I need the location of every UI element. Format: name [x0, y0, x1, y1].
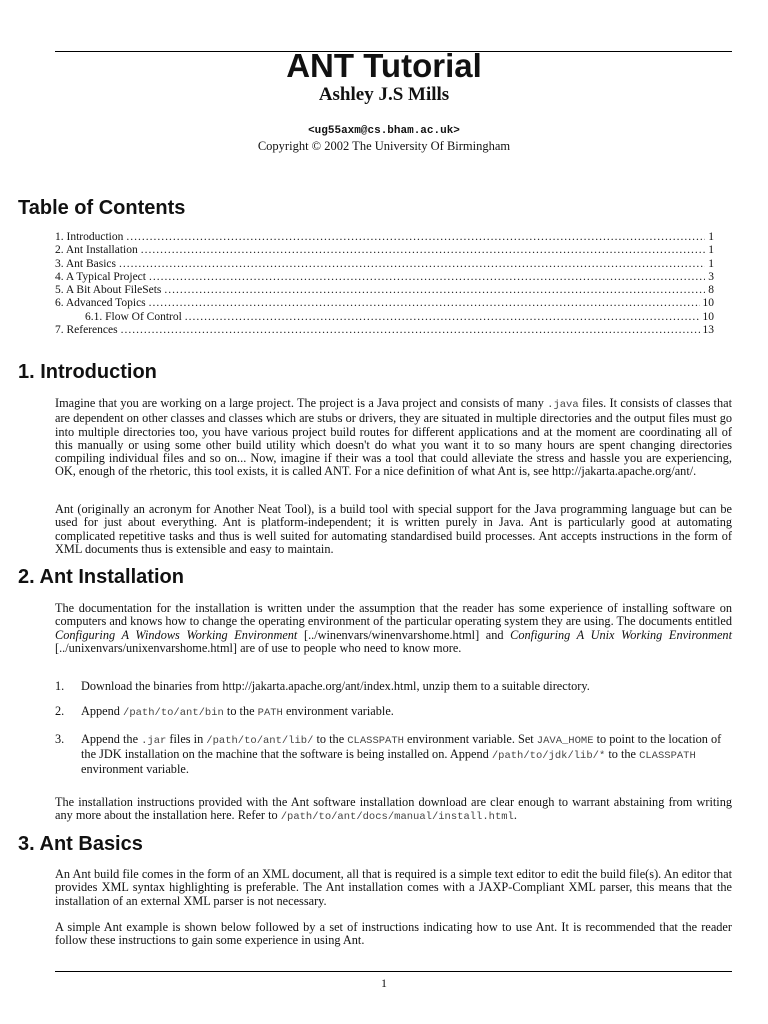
toc-item[interactable]: 2. Ant Installation ..... 1: [55, 244, 714, 257]
document-title: ANT Tutorial: [286, 47, 482, 84]
toc-item[interactable]: 4. A Typical Project ..... 3: [55, 271, 714, 284]
toc-item[interactable]: 3. Ant Basics ..... 1: [55, 258, 714, 271]
section-heading-introduction: 1. Introduction: [18, 361, 157, 383]
author-email: <ug55axm@cs.bham.ac.uk>: [308, 125, 460, 137]
install-paragraph-2: The installation instructions provided with the Ant software installation download are clear enough to warrant abstaining from writing any more about the installation here. Refer to /path/to/ant/docs/manual/install.html.: [55, 795, 732, 824]
toc-item[interactable]: 1. Introduction ..... 1: [55, 231, 714, 244]
intro-paragraph-2: Ant (originally an acronym for Another Neat Tool), is a build tool with special support for the Java programming language but can be used for just about everything. Ant is platform-independent; it is written purely in Java. Ant is particularly good at automating complicated repetitive tasks and thus is well suited for automating standardised build processes. Ant accepts instructions in the form of XML documents thus is extensible and easy to maintain.: [55, 502, 732, 556]
intro-paragraph-1: Imagine that you are working on a large project. The project is a Java project and consists of many .java files. It consists of classes that are dependent on other classes and classes which are stubs or drivers, they are situated in multiple directories and the output files must go into multiple directories too, you have various project build routes for different applications and at the moment are coordinating all of this manually or using some other build utility which doesn't do what you want it to so many hours are spent changing directories compiling individual files and so on... Now, imagine if their was a tool that could alleviate the stress and hassle you are experiencing, OK, enough of the rhetoric, this tool exists, it is called ANT. For a nice definition of what Ant is, see http://jakarta.apache.org/ant/.: [55, 396, 732, 479]
install-steps: [55, 680, 732, 776]
page-number: 1: [381, 976, 387, 990]
install-paragraph-1: The documentation for the installation is written under the assumption that the reader has some experience of installing software on computers and knows how to change the operating environment of the particular operating system they are using. The documents entitled Configuring A Windows Working Environment [../winenvars/winenvarshome.html] and Configuring A Unix Working Environment [../unixenvars/unixenvarshome.html] are of use to people who need to know more.: [55, 601, 732, 655]
copyright-notice: Copyright © 2002 The University Of Birmingham: [257, 139, 511, 153]
list-item: 1. Download the binaries from http://jakarta.apache.org/ant/index.html, unzip them to a suitable directory.: [55, 679, 590, 693]
footer-rule: [55, 971, 732, 972]
section-heading-ant-basics: 3. Ant Basics: [18, 833, 143, 855]
toc-item[interactable]: 5. A Bit About FileSets ..... 8: [55, 284, 714, 297]
toc-heading: Table of Contents: [18, 197, 186, 219]
basics-paragraph-1: An Ant build file comes in the form of an XML document, all that is required is a simple text editor to edit the build file(s). An editor that provides XML syntax highlighting is preferable. The Ant installation comes with a JAXP-Compliant XML parser, this means that the installation of an external XML parser is not necessary.: [55, 867, 732, 908]
document-author: Ashley J.S Mills: [318, 84, 450, 105]
toc-subitem[interactable]: 6.1. Flow Of Control ..... 10: [55, 311, 714, 324]
toc-item[interactable]: 7. References ..... 13: [55, 324, 714, 337]
basics-paragraph-2: A simple Ant example is shown below followed by a set of instructions indicating how to use Ant. It is recommended that the reader follow these instructions to gain some experience in using Ant.: [55, 920, 732, 948]
list-item: 3. Append the .jar files in /path/to/ant/lib/ to the CLASSPATH environment variable. Set JAVA_HOME to point to the location of the JDK installation on the machine that the software is being installed on. Append /path/to/jdk/lib/* to the CLASSPATH environment variable.: [55, 731, 722, 777]
table-of-contents: [55, 231, 714, 337]
list-item: 2. Append /path/to/ant/bin to the PATH environment variable.: [55, 704, 394, 720]
toc-item[interactable]: 6. Advanced Topics ..... 10: [55, 297, 714, 310]
section-heading-installation: 2. Ant Installation: [18, 566, 184, 588]
